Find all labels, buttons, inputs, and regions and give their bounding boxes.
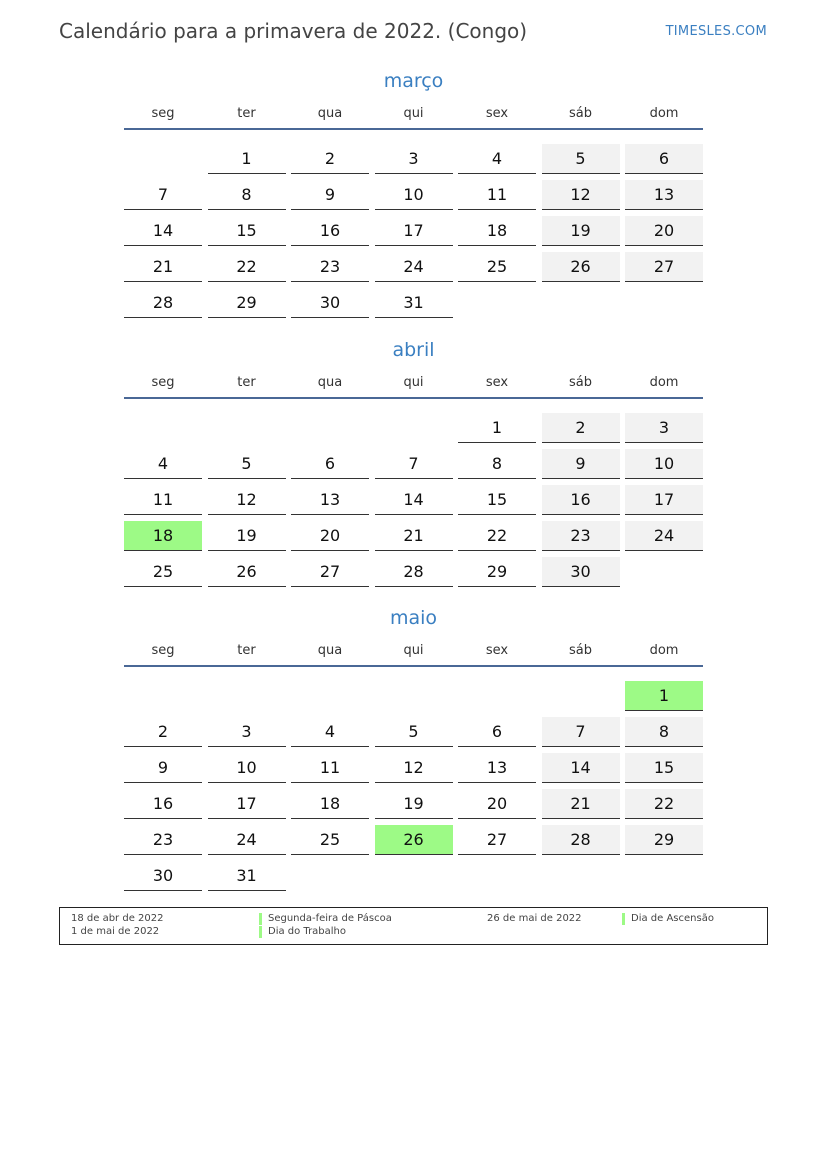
legend-holiday-name: Segunda-feira de Páscoa (259, 913, 392, 925)
day-cell[interactable]: 4 (458, 144, 536, 174)
day-cell[interactable]: 11 (124, 485, 202, 515)
day-cell[interactable]: 4 (291, 717, 369, 747)
day-cell[interactable]: 25 (291, 825, 369, 855)
weekday-header: dom (649, 643, 679, 658)
day-cell[interactable]: 18 (458, 216, 536, 246)
day-cell[interactable]: 8 (625, 717, 703, 747)
legend-date: 26 de mai de 2022 (487, 913, 582, 924)
day-cell[interactable]: 17 (625, 485, 703, 515)
weekday-header: qui (403, 106, 424, 121)
weekday-header: dom (649, 375, 679, 390)
day-cell[interactable]: 26 (542, 252, 620, 282)
holiday-day-cell[interactable]: 18 (124, 521, 202, 551)
day-cell[interactable]: 2 (291, 144, 369, 174)
weekday-header: sex (485, 106, 509, 121)
day-cell[interactable]: 30 (124, 861, 202, 891)
day-cell[interactable]: 5 (208, 449, 286, 479)
day-cell[interactable]: 23 (124, 825, 202, 855)
weekday-header: qui (403, 643, 424, 658)
day-cell[interactable]: 26 (208, 557, 286, 587)
day-cell[interactable]: 9 (291, 180, 369, 210)
day-cell[interactable]: 8 (208, 180, 286, 210)
day-cell[interactable]: 24 (375, 252, 453, 282)
month-title: maio (389, 607, 438, 629)
holiday-day-cell[interactable]: 1 (625, 681, 703, 711)
header-rule (124, 397, 703, 399)
page-title: Calendário para a primavera de 2022. (Congo) (59, 19, 528, 43)
day-cell[interactable]: 24 (625, 521, 703, 551)
day-cell[interactable]: 25 (458, 252, 536, 282)
legend-date: 18 de abr de 2022 (71, 913, 164, 924)
day-cell[interactable]: 1 (458, 413, 536, 443)
day-cell[interactable]: 16 (124, 789, 202, 819)
day-cell[interactable]: 3 (375, 144, 453, 174)
day-cell[interactable]: 29 (208, 288, 286, 318)
day-cell[interactable]: 7 (375, 449, 453, 479)
month-title: abril (392, 339, 435, 361)
day-cell[interactable]: 18 (291, 789, 369, 819)
day-cell[interactable]: 13 (291, 485, 369, 515)
day-cell[interactable]: 14 (542, 753, 620, 783)
day-cell[interactable]: 31 (208, 861, 286, 891)
day-cell[interactable]: 16 (542, 485, 620, 515)
weekday-header: sáb (569, 375, 592, 390)
day-cell[interactable]: 23 (291, 252, 369, 282)
day-cell[interactable]: 14 (124, 216, 202, 246)
day-cell[interactable]: 15 (208, 216, 286, 246)
day-cell[interactable]: 20 (291, 521, 369, 551)
day-cell[interactable]: 2 (124, 717, 202, 747)
day-cell[interactable]: 6 (625, 144, 703, 174)
day-cell[interactable]: 24 (208, 825, 286, 855)
day-cell[interactable]: 22 (625, 789, 703, 819)
day-cell[interactable]: 19 (208, 521, 286, 551)
weekday-header: sex (485, 375, 509, 390)
day-cell[interactable]: 6 (458, 717, 536, 747)
legend-holiday-name: Dia do Trabalho (259, 926, 346, 938)
month-title: março (383, 70, 444, 92)
day-cell[interactable]: 6 (291, 449, 369, 479)
day-cell[interactable]: 19 (542, 216, 620, 246)
day-cell[interactable]: 11 (458, 180, 536, 210)
day-cell[interactable]: 19 (375, 789, 453, 819)
day-cell[interactable]: 7 (542, 717, 620, 747)
day-cell[interactable]: 10 (375, 180, 453, 210)
weekday-header: sáb (569, 643, 592, 658)
day-cell[interactable]: 28 (124, 288, 202, 318)
day-cell[interactable]: 29 (458, 557, 536, 587)
day-cell[interactable]: 30 (542, 557, 620, 587)
holiday-day-cell[interactable]: 26 (375, 825, 453, 855)
day-cell[interactable]: 20 (458, 789, 536, 819)
day-cell[interactable]: 13 (458, 753, 536, 783)
day-cell[interactable]: 30 (291, 288, 369, 318)
day-cell[interactable]: 14 (375, 485, 453, 515)
weekday-header: qua (317, 375, 343, 390)
day-cell[interactable]: 15 (458, 485, 536, 515)
weekday-header: ter (237, 375, 256, 390)
day-cell[interactable]: 8 (458, 449, 536, 479)
day-cell[interactable]: 1 (208, 144, 286, 174)
day-cell[interactable]: 11 (291, 753, 369, 783)
day-cell[interactable]: 10 (625, 449, 703, 479)
day-cell[interactable]: 21 (542, 789, 620, 819)
day-cell[interactable]: 3 (208, 717, 286, 747)
day-cell[interactable]: 25 (124, 557, 202, 587)
day-cell[interactable]: 28 (542, 825, 620, 855)
weekday-header: ter (237, 106, 256, 121)
day-cell[interactable]: 22 (458, 521, 536, 551)
legend-holiday-name: Dia de Ascensão (622, 913, 714, 925)
day-cell[interactable]: 27 (458, 825, 536, 855)
day-cell[interactable]: 27 (625, 252, 703, 282)
day-cell[interactable]: 2 (542, 413, 620, 443)
day-cell[interactable]: 20 (625, 216, 703, 246)
day-cell[interactable]: 12 (208, 485, 286, 515)
header-rule (124, 665, 703, 667)
day-cell[interactable]: 31 (375, 288, 453, 318)
day-cell[interactable]: 9 (124, 753, 202, 783)
day-cell[interactable]: 15 (625, 753, 703, 783)
day-cell[interactable]: 12 (542, 180, 620, 210)
day-cell[interactable]: 21 (375, 521, 453, 551)
day-cell[interactable]: 16 (291, 216, 369, 246)
day-cell[interactable]: 7 (124, 180, 202, 210)
day-cell[interactable]: 9 (542, 449, 620, 479)
weekday-header: qui (403, 375, 424, 390)
header-rule (124, 128, 703, 130)
day-cell[interactable]: 21 (124, 252, 202, 282)
day-cell[interactable]: 3 (625, 413, 703, 443)
weekday-header: sex (485, 643, 509, 658)
weekday-header: seg (151, 375, 175, 390)
day-cell[interactable]: 5 (375, 717, 453, 747)
weekday-header: seg (151, 643, 175, 658)
day-cell[interactable]: 4 (124, 449, 202, 479)
day-cell[interactable]: 23 (542, 521, 620, 551)
day-cell[interactable]: 12 (375, 753, 453, 783)
day-cell[interactable]: 29 (625, 825, 703, 855)
weekday-header: qua (317, 643, 343, 658)
day-cell[interactable]: 22 (208, 252, 286, 282)
day-cell[interactable]: 13 (625, 180, 703, 210)
day-cell[interactable]: 5 (542, 144, 620, 174)
day-cell[interactable]: 27 (291, 557, 369, 587)
brand-link[interactable]: TIMESLES.COM (665, 24, 767, 39)
weekday-header: dom (649, 106, 679, 121)
day-cell[interactable]: 17 (208, 789, 286, 819)
day-cell[interactable]: 28 (375, 557, 453, 587)
holiday-legend (59, 907, 768, 945)
weekday-header: qua (317, 106, 343, 121)
weekday-header: ter (237, 643, 256, 658)
weekday-header: sáb (569, 106, 592, 121)
day-cell[interactable]: 17 (375, 216, 453, 246)
weekday-header: seg (151, 106, 175, 121)
day-cell[interactable]: 10 (208, 753, 286, 783)
legend-date: 1 de mai de 2022 (71, 926, 160, 937)
